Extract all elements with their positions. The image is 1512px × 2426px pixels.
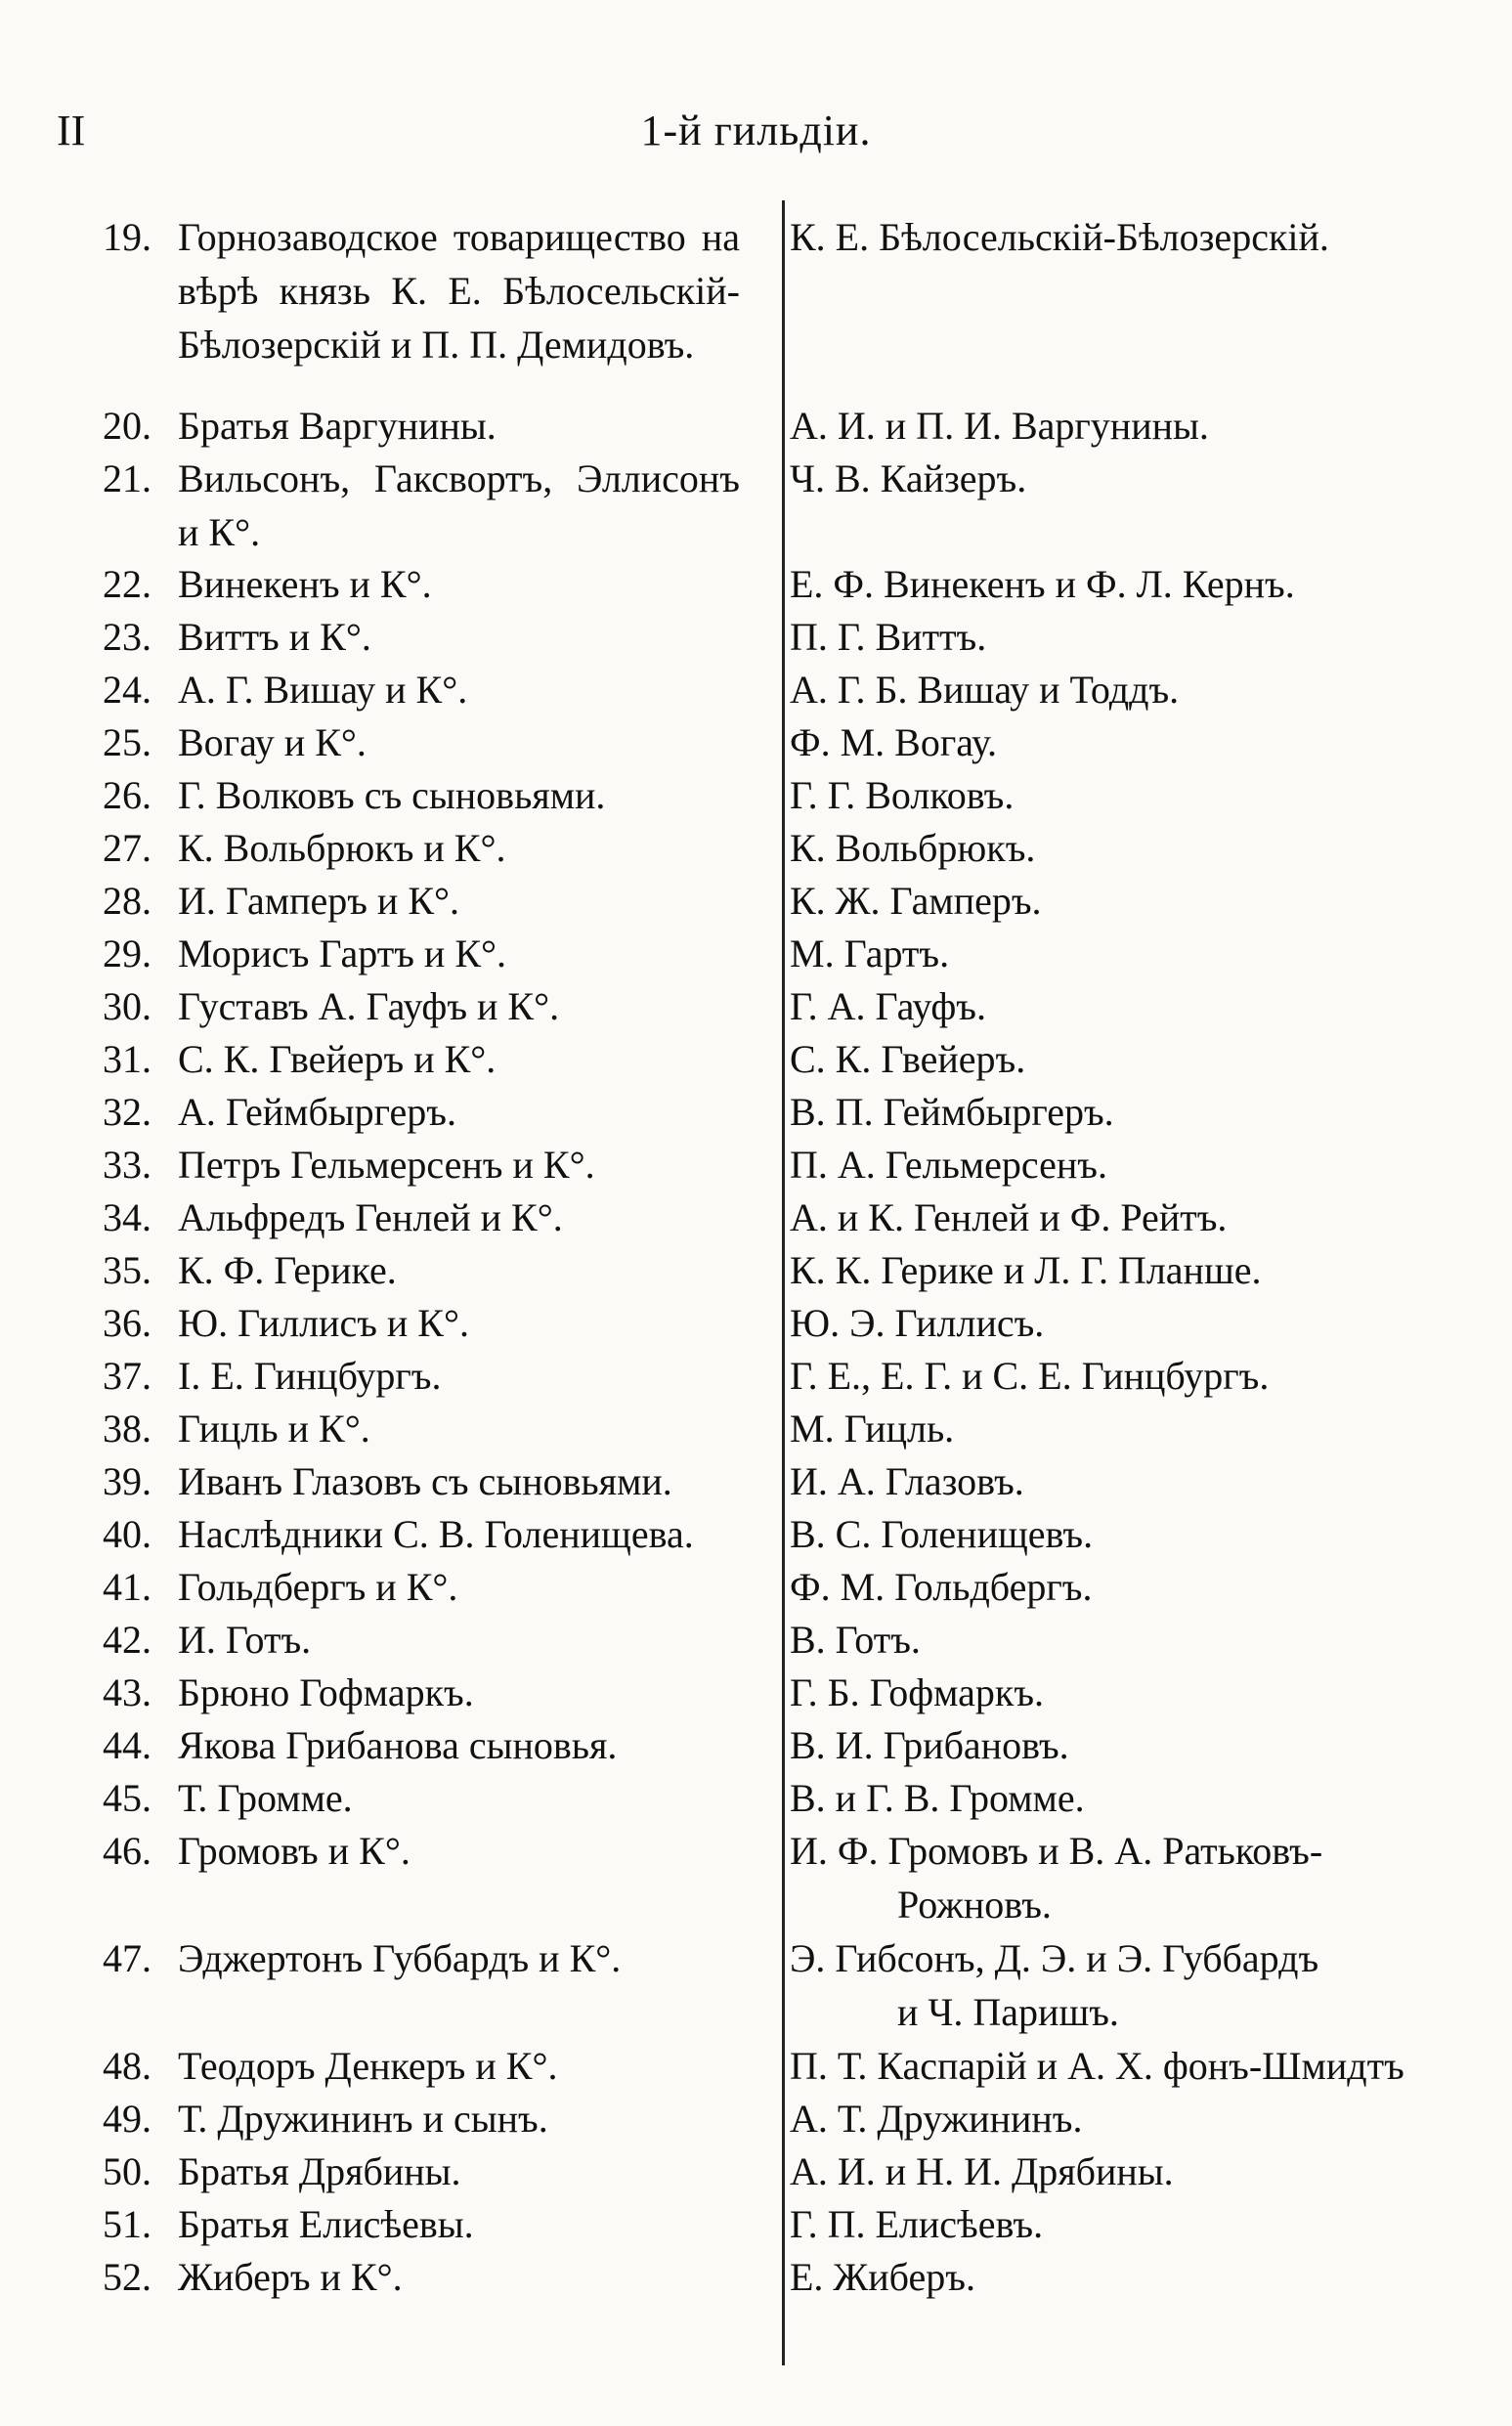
entry-number: 35.	[103, 1248, 151, 1292]
owner-line: И. Ф. Громовъ и В. А. Ратьковъ-	[790, 1829, 1323, 1873]
firm-name: Вильсонъ, Гаксвортъ, Эллисонъ и К°.	[178, 456, 740, 554]
firm-name: Теодоръ Денкеръ и К°.	[178, 2044, 558, 2088]
entry-number: 46.	[103, 1829, 151, 1873]
owner-names	[790, 210, 1464, 264]
owner-names	[790, 1191, 1464, 1244]
entry-number: 36.	[103, 1301, 151, 1345]
owner-names	[790, 1613, 1464, 1667]
owner-line: К. Вольбрюкъ.	[790, 826, 1036, 870]
owner-names	[790, 1824, 1464, 1931]
entry-number: 19.	[103, 215, 151, 259]
owner-line: и Ч. Паришъ.	[897, 1990, 1119, 2034]
owner-names	[790, 821, 1464, 875]
owner-names	[790, 610, 1464, 664]
owner-names	[790, 2092, 1464, 2145]
owner-names	[790, 1454, 1464, 1508]
owner-names	[790, 1560, 1464, 1614]
firm-name: Наслѣдники С. В. Голенищева.	[178, 1512, 694, 1556]
owner-line: Е. Жиберъ.	[790, 2255, 975, 2299]
entry-number: 33.	[103, 1143, 151, 1187]
entry-number: 45.	[103, 1776, 151, 1820]
owner-line: А. и К. Генлей и Ф. Рейтъ.	[790, 1195, 1228, 1239]
owner-names	[790, 1402, 1464, 1455]
owner-line: Г. Е., Е. Г. и С. Е. Гинцбургъ.	[790, 1354, 1270, 1398]
firm-name: І. Е. Гинцбургъ.	[178, 1354, 442, 1398]
firm-name: Эджертонъ Губбардъ и К°.	[178, 1936, 622, 1980]
firm-name: И. Гамперъ и К°.	[178, 879, 460, 923]
entry-number: 43.	[103, 1670, 151, 1714]
owner-names	[790, 1296, 1464, 1350]
firm-name: Братья Елисѣевы.	[178, 2202, 474, 2246]
firm-name: Т. Дружининъ и сынъ.	[178, 2097, 548, 2141]
firm-name: Альфредъ Генлей и К°.	[178, 1195, 563, 1239]
firm-name: Г. Волковъ съ сыновьями.	[178, 773, 606, 817]
firm-name: Брюно Гофмаркъ.	[178, 1670, 474, 1714]
owner-line: Г. Г. Волковъ.	[790, 773, 1015, 817]
entry-number: 41.	[103, 1565, 151, 1609]
owner-names	[790, 399, 1464, 453]
owner-line: И. А. Глазовъ.	[790, 1459, 1024, 1503]
owner-names	[790, 1771, 1464, 1825]
owner-names	[790, 979, 1464, 1033]
owner-line: П. Г. Виттъ.	[790, 615, 987, 659]
owner-names	[790, 452, 1464, 505]
firm-name: К. Ф. Герике.	[178, 1248, 397, 1292]
firm-name: Иванъ Глазовъ съ сыновьями.	[178, 1459, 672, 1503]
owner-names	[790, 1349, 1464, 1403]
owner-names	[790, 1085, 1464, 1139]
firm-name: Т. Громме.	[178, 1776, 353, 1820]
owner-line: В. С. Голенищевъ.	[790, 1512, 1094, 1556]
owner-names	[790, 1666, 1464, 1719]
owner-names	[790, 2197, 1464, 2251]
firm-name: И. Готъ.	[178, 1618, 312, 1662]
entry-number: 34.	[103, 1195, 151, 1239]
owner-line: Г. Б. Гофмаркъ.	[790, 1670, 1045, 1714]
owner-line: В. Готъ.	[790, 1618, 921, 1662]
owner-line: Г. А. Гауфъ.	[790, 984, 986, 1028]
owner-line: Рожновъ.	[897, 1883, 1052, 1927]
owner-line: С. К. Гвейеръ.	[790, 1037, 1026, 1081]
owner-line: А. И. и П. И. Варгунины.	[790, 404, 1209, 448]
firm-name: Винекенъ и К°.	[178, 562, 432, 606]
entry-number: 22.	[103, 562, 151, 606]
owner-names	[790, 927, 1464, 980]
owner-names	[790, 1032, 1464, 1086]
owner-names	[790, 768, 1464, 822]
firm-name: Петръ Гельмерсенъ и К°.	[178, 1143, 595, 1187]
owner-names	[790, 2144, 1464, 2198]
owner-line: А. Г. Б. Вишау и Тоддъ.	[790, 668, 1180, 712]
owner-names	[790, 874, 1464, 928]
entry-number: 25.	[103, 720, 151, 764]
entry-number: 38.	[103, 1407, 151, 1451]
entry-number: 42.	[103, 1618, 151, 1662]
owner-line: К. Е. Бѣлосельскій-Бѣлозерскій.	[790, 215, 1329, 259]
firm-name: Жиберъ и К°.	[178, 2255, 403, 2299]
owner-names	[790, 1243, 1464, 1297]
entry-number: 40.	[103, 1512, 151, 1556]
firm-name: Морисъ Гартъ и К°.	[178, 931, 507, 975]
entry-number: 32.	[103, 1090, 151, 1134]
entry-number: 49.	[103, 2097, 151, 2141]
entry-number: 48.	[103, 2044, 151, 2088]
owner-names	[790, 715, 1464, 769]
entry-number: 31.	[103, 1037, 151, 1081]
entry-number: 24.	[103, 668, 151, 712]
firm-name: Якова Грибанова сыновья.	[178, 1723, 618, 1767]
owner-line: Ф. М. Гольдбергъ.	[790, 1565, 1093, 1609]
owner-names	[790, 1718, 1464, 1772]
entry-number: 20.	[103, 404, 151, 448]
owner-line: М. Гартъ.	[790, 931, 950, 975]
entry-number: 39.	[103, 1459, 151, 1503]
firm-name: Гольдбергъ и К°.	[178, 1565, 458, 1609]
owner-line: К. К. Герике и Л. Г. Планше.	[790, 1248, 1262, 1292]
firm-name: А. Геймбыргеръ.	[178, 1090, 456, 1134]
firm-name: А. Г. Вишау и К°.	[178, 668, 468, 712]
entry-number: 44.	[103, 1723, 151, 1767]
owner-line: А. И. и Н. И. Дрябины.	[790, 2149, 1174, 2193]
firm-name: Горнозаводское товарищество на вѣрѣ князь К. Е. Бѣлосельскій-Бѣлозерскій и П. П. Демидовъ.	[178, 215, 740, 367]
owner-names	[790, 1138, 1464, 1191]
owner-names	[790, 2039, 1464, 2093]
owner-line: Ф. М. Вогау.	[790, 720, 997, 764]
entry-number: 29.	[103, 931, 151, 975]
owner-names	[790, 663, 1464, 716]
entry-number: 28.	[103, 879, 151, 923]
firm-name: Братья Дрябины.	[178, 2149, 461, 2193]
owner-line: В. П. Геймбыргеръ.	[790, 1090, 1114, 1134]
entry-number: 26.	[103, 773, 151, 817]
owner-line: Ч. В. Кайзеръ.	[790, 456, 1027, 500]
owner-line: П. А. Гельмерсенъ.	[790, 1143, 1107, 1187]
owner-line: В. и Г. В. Громме.	[790, 1776, 1085, 1820]
entry-number: 52.	[103, 2255, 151, 2299]
firm-name: Густавъ А. Гауфъ и К°.	[178, 984, 560, 1028]
running-header: 1-й гильдіи.	[640, 107, 872, 154]
entry-number: 50.	[103, 2149, 151, 2193]
firm-name: Ю. Гиллисъ и К°.	[178, 1301, 469, 1345]
firm-name: Братья Варгунины.	[178, 404, 497, 448]
entry-number: 23.	[103, 615, 151, 659]
firm-name: Громовъ и К°.	[178, 1829, 410, 1873]
page-number: II	[57, 107, 86, 154]
firm-name: Вогау и К°.	[178, 720, 367, 764]
owner-line: Е. Ф. Винекенъ и Ф. Л. Кернъ.	[790, 562, 1295, 606]
owner-line: Г. П. Елисѣевъ.	[790, 2202, 1044, 2246]
owner-line: Э. Гибсонъ, Д. Э. и Э. Губбардъ	[790, 1936, 1319, 1980]
entry-number: 21.	[103, 456, 151, 500]
entry-number: 27.	[103, 826, 151, 870]
entry-number: 30.	[103, 984, 151, 1028]
firm-name: Виттъ и К°.	[178, 615, 371, 659]
owner-names	[790, 557, 1464, 611]
firm-name: Гицль и К°.	[178, 1407, 370, 1451]
owner-line: В. И. Грибановъ.	[790, 1723, 1069, 1767]
entry-number: 47.	[103, 1936, 151, 1980]
owner-line: К. Ж. Гамперъ.	[790, 879, 1042, 923]
column-divider	[782, 200, 785, 2365]
firm-name: К. Вольбрюкъ и К°.	[178, 826, 506, 870]
owner-line: М. Гицль.	[790, 1407, 955, 1451]
owner-line: А. Т. Дружининъ.	[790, 2097, 1083, 2141]
entry-number: 37.	[103, 1354, 151, 1398]
owner-names	[790, 2250, 1464, 2304]
entry-number: 51.	[103, 2202, 151, 2246]
owner-names	[790, 1931, 1464, 2039]
owner-names	[790, 1507, 1464, 1561]
firm-name: С. К. Гвейеръ и К°.	[178, 1037, 497, 1081]
owner-line: Ю. Э. Гиллисъ.	[790, 1301, 1045, 1345]
owner-line: П. Т. Каспарій и А. Х. фонъ-Шмидтъ	[790, 2044, 1404, 2088]
